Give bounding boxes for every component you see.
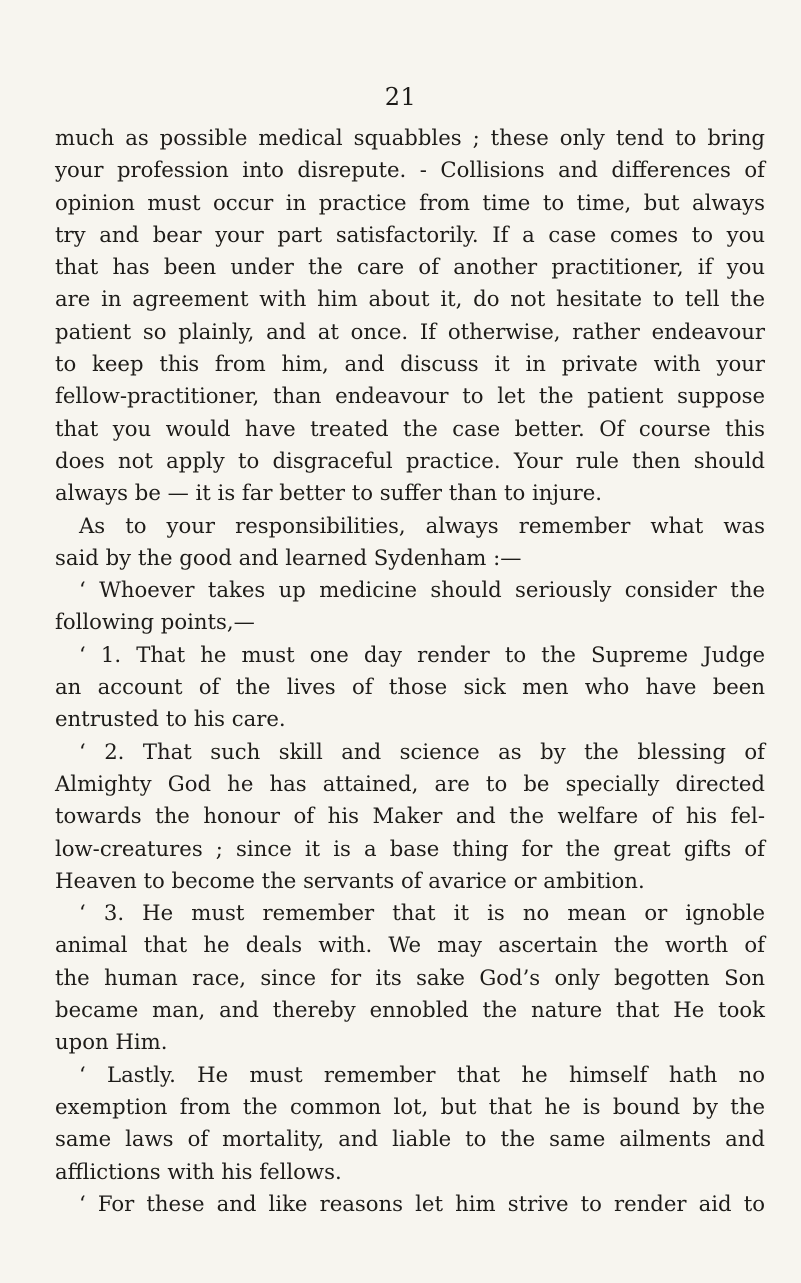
text-line: As to your responsibilities, always remember what was <box>79 512 765 538</box>
text-line: said by the good and learned Sydenham :— <box>55 544 522 570</box>
text-line: ‘ For these and like reasons let him strive to render aid to <box>79 1190 765 1216</box>
text-line: ‘ 1. That he must one day render to the Supreme Judge <box>79 641 765 667</box>
text-line: entrusted to his care. <box>55 706 286 732</box>
text-line: to keep this from him, and discuss it in private with your <box>55 351 765 377</box>
text-line: low-creatures ; since it is a base thing for the great gifts of <box>55 835 765 861</box>
text-line: Almighty God he has attained, are to be specially directed <box>55 770 765 796</box>
text-line: an account of the lives of those sick men who have been <box>55 674 765 700</box>
text-line: are in agreement with him about it, do not hesitate to tell the <box>55 286 765 312</box>
text-line: that has been under the care of another practitioner, if you <box>55 254 765 280</box>
text-line: ‘ Whoever takes up medicine should seriously consider the <box>79 577 765 603</box>
body-text <box>55 122 765 1220</box>
text-line: following points,— <box>55 609 255 635</box>
text-line: much as possible medical squabbles ; these only tend to bring <box>55 125 765 150</box>
text-line: became man, and thereby ennobled the nature that He took <box>55 997 765 1023</box>
text-line: afflictions with his fellows. <box>55 1158 342 1184</box>
text-line: ‘ 2. That such skill and science as by the blessing of <box>79 738 765 764</box>
text-line: the human race, since for its sake God’s only begotten Son <box>55 964 765 990</box>
text-line: ‘ Lastly. He must remember that he himself hath no <box>79 1061 765 1087</box>
text-line: your profession into disrepute. - Collisions and differences of <box>55 157 765 183</box>
text-line: Heaven to become the servants of avarice or ambition. <box>55 867 645 893</box>
page-number: 21 <box>384 83 417 111</box>
text-line: upon Him. <box>55 1029 168 1055</box>
text-line: patient so plainly, and at once. If otherwise, rather endeavour <box>55 318 765 344</box>
text-line: that you would have treated the case better. Of course this <box>55 415 765 441</box>
text-line: opinion must occur in practice from time to time, but always <box>55 189 765 215</box>
text-line: does not apply to disgraceful practice. Your rule then should <box>55 447 765 473</box>
text-line: always be — it is far better to suffer than to injure. <box>55 480 602 506</box>
text-line: same laws of mortality, and liable to the same ailments and <box>55 1126 765 1152</box>
text-line: fellow-practitioner, than endeavour to let the patient suppose <box>55 383 765 409</box>
text-line: animal that he deals with. We may ascertain the worth of <box>55 932 765 958</box>
text-line: try and bear your part satisfactorily. If a case comes to you <box>55 221 765 247</box>
text-line: towards the honour of his Maker and the welfare of his fel- <box>55 803 765 829</box>
text-line: exemption from the common lot, but that he is bound by the <box>55 1093 765 1119</box>
text-line: ‘ 3. He must remember that it is no mean or ignoble <box>79 900 765 926</box>
